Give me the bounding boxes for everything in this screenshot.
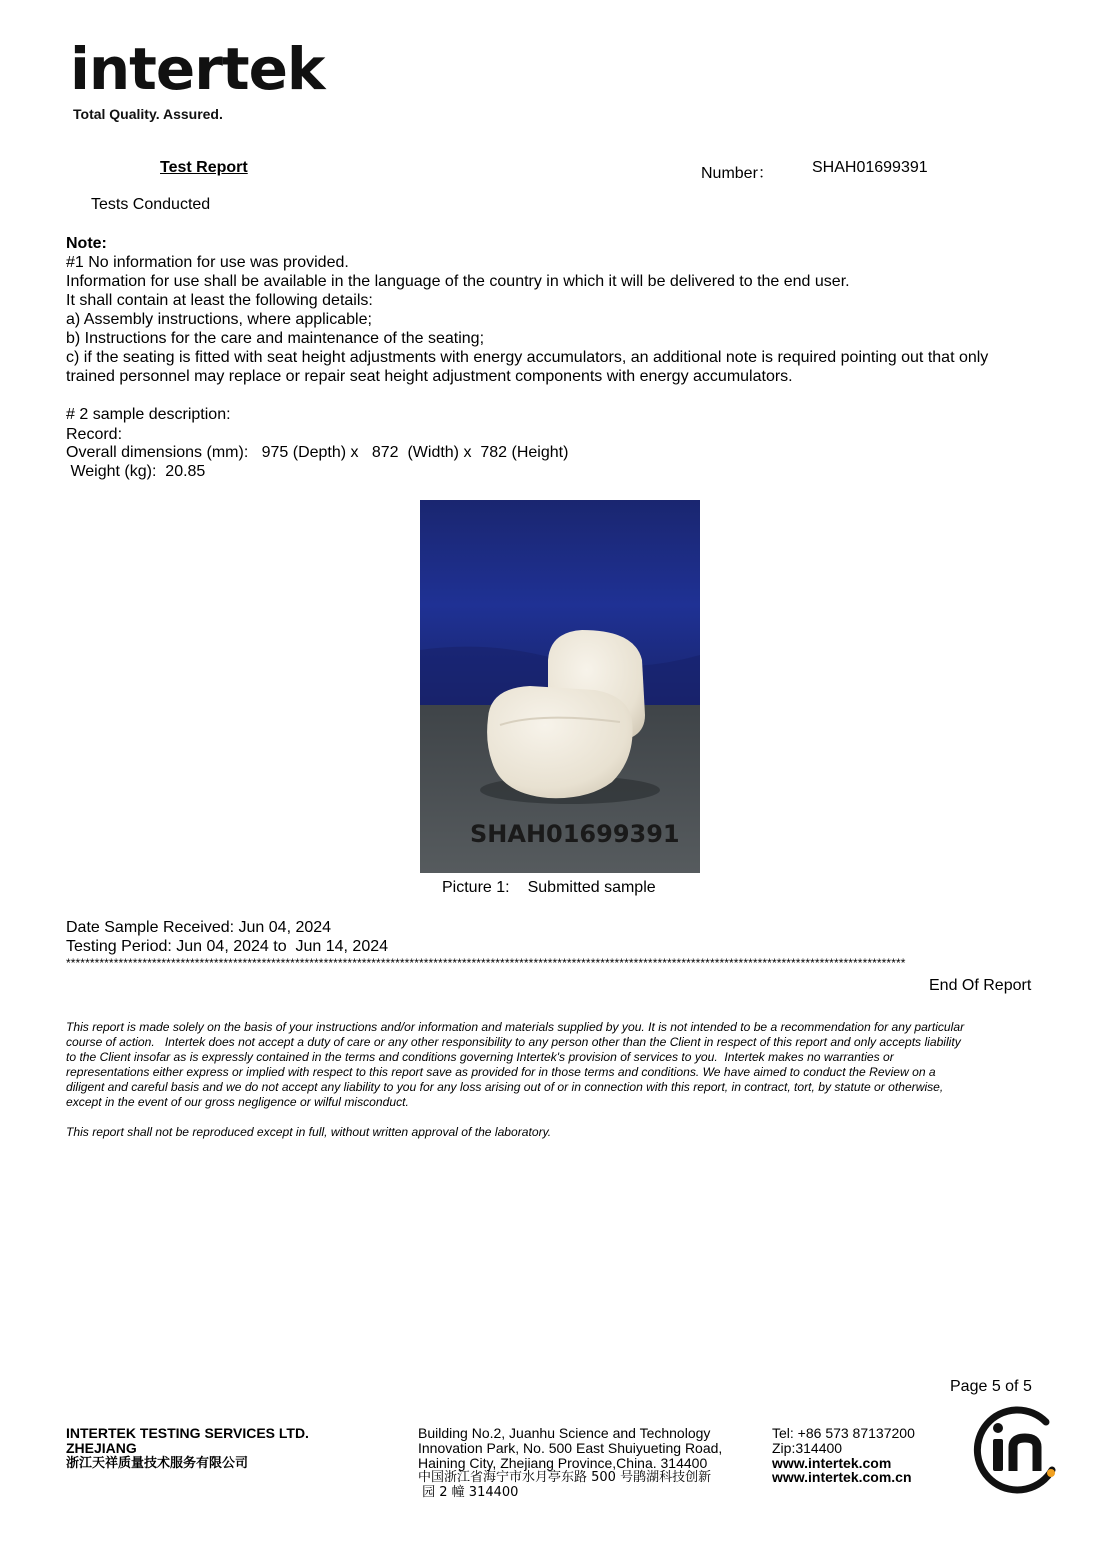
photo-watermark: SHAH01699391 [470, 820, 680, 848]
footer-company-cn: 浙江天祥质量技术服务有限公司 [66, 1456, 249, 1471]
note-line: Information for use shall be available in the language of the country in which it will be delivered to the end user. [66, 273, 850, 290]
sample-record: Record: [66, 426, 123, 443]
note-line: trained personnel may replace or repair seat height adjustment components with energy accumulators. [66, 368, 793, 385]
date-received: Date Sample Received: Jun 04, 2024 [66, 919, 332, 936]
reproduction-notice: This report shall not be reproduced except in full, without written approval of the laboratory. [66, 1125, 552, 1139]
intertek-logo: intertek [70, 35, 325, 103]
footer-address-cn: 中国浙江省海宁市水月亭东路 500 号鹃湖科技创新 [418, 1470, 712, 1485]
page-number: Page 5 of 5 [950, 1378, 1032, 1395]
sample-weight: Weight (kg): 20.85 [66, 463, 206, 480]
logo-tagline: Total Quality. Assured. [73, 106, 223, 122]
disclaimer-line: course of action. Intertek does not accept a duty of care or any other responsibility to any person other than the Client in respect of this report and only accepts liability [66, 1035, 961, 1049]
note-line: c) if the seating is fitted with seat height adjustments with energy accumulators, an additional note is required pointing out that only [66, 349, 989, 366]
caption-text: Submitted sample [527, 879, 656, 896]
footer-address: Building No.2, Juanhu Science and Technology [418, 1425, 711, 1441]
footer-website[interactable]: www.intertek.com [772, 1455, 892, 1471]
picture-caption [442, 879, 656, 897]
report-number-value: SHAH01699391 [812, 159, 928, 176]
footer-company: INTERTEK TESTING SERVICES LTD. [66, 1425, 309, 1441]
section-heading: Tests Conducted [91, 196, 211, 213]
footer-tel: Tel: +86 573 87137200 [772, 1425, 915, 1441]
note-line: #1 No information for use was provided. [66, 254, 349, 271]
sample-heading: # 2 sample description: [66, 406, 231, 423]
footer-address: Innovation Park, No. 500 East Shuiyueting Road, [418, 1440, 723, 1456]
disclaimer-line: This report is made solely on the basis of your instructions and/or information and materials supplied by you. It is not intended to be a recommendation for any particular [66, 1020, 965, 1034]
footer-address-cn: 园 2 幢 314400 [418, 1485, 519, 1500]
report-number-label: Number： [701, 165, 774, 182]
note-heading: Note: [66, 235, 107, 252]
footer-website-cn[interactable]: www.intertek.com.cn [772, 1469, 912, 1485]
testing-period: Testing Period: Jun 04, 2024 to Jun 14, 2024 [66, 938, 389, 955]
end-of-report: End Of Report [929, 977, 1032, 994]
caption-label: Picture 1: [442, 879, 510, 896]
disclaimer-line: except in the event of our gross negligence or wilful misconduct. [66, 1095, 409, 1109]
note-line: It shall contain at least the following details: [66, 292, 373, 309]
sample-photo [420, 500, 700, 873]
sample-dimensions: Overall dimensions (mm): 975 (Depth) x 872 (Width) x 782 (Height) [66, 444, 569, 461]
note-line: a) Assembly instructions, where applicable; [66, 311, 372, 328]
disclaimer-line: representations either express or implied with respect to this report save as provided for in those terms and conditions. We have aimed to conduct the Review on a [66, 1065, 936, 1079]
note-line: b) Instructions for the care and maintenance of the seating; [66, 330, 485, 347]
disclaimer-line: diligent and careful basis and we do not accept any liability to you for any loss arising out of or in connection with this report, in contract, tort, by statute or otherwise, [66, 1080, 944, 1094]
intertek-in-logo-icon [968, 1402, 1064, 1496]
footer-address: Haining City, Zhejiang Province,China. 314400 [418, 1455, 708, 1471]
separator: ******************************************************************************************************************************************************************************** [66, 956, 906, 970]
report-title: Test Report [160, 159, 248, 176]
disclaimer-line: to the Client insofar as is expressly contained in the terms and conditions governing Intertek's provision of services to you. Intertek makes no warranties or [66, 1050, 894, 1064]
footer-company: ZHEJIANG [66, 1440, 137, 1456]
footer-zip: Zip:314400 [772, 1440, 843, 1456]
